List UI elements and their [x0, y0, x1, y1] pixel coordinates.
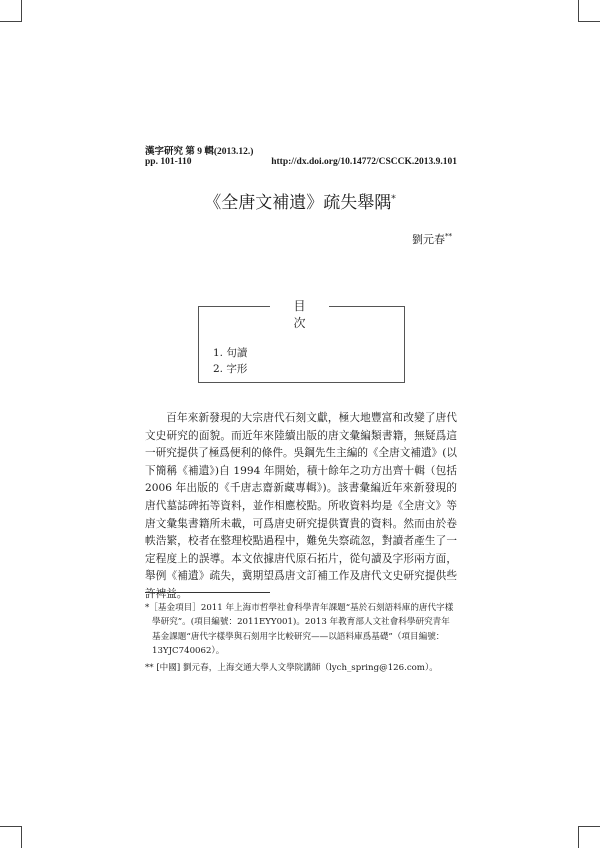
crop-mark-top-left: [0, 0, 22, 22]
page-range: pp. 101-110: [145, 157, 192, 167]
crop-mark-top-right: [578, 0, 600, 22]
author-name-text: 劉元春: [412, 233, 445, 246]
toc-item[interactable]: 1. 句讀: [213, 347, 248, 359]
crop-mark-bottom-right: [578, 826, 600, 848]
doi-link[interactable]: http://dx.doi.org/10.14772/CSCCK.2013.9.101: [271, 157, 457, 167]
abstract-paragraph: 百年來新發現的大宗唐代石刻文獻，極大地豐富和改變了唐代文史研究的面貌。而近年來陸續出版的唐文彙編類書籍，無疑爲這一研究提供了極爲便利的條件。吳鋼先生主編的《全唐文補遺》(以下簡稱《補遺》)自 1994 年開始，積十餘年之功方出齊十輯（包括 2006 年出版的《千唐志齋新藏專輯》)。該書彙編近年來新發現的唐代墓誌碑拓等資料，並作相應校點。所收資料均是《全唐文》等唐文彙集書籍所未載，可爲唐史研究提供寶貴的資料。然而由於卷帙浩繁，校者在整理校點過程中，難免失察疏忽，對讀者產生了一定程度上的誤導。本文依據唐代原石拓片，從句讀及字形兩方面，舉例《補遺》疏失，冀期望爲唐文訂補工作及唐代文史研究提供些許裨益。: [145, 412, 457, 600]
toc-heading: 目次: [293, 299, 318, 330]
paper-title-text: 《全唐文補遺》疏失舉隅: [204, 193, 392, 213]
paper-title: [0, 188, 600, 213]
title-footnote-mark: *: [391, 194, 396, 205]
footnote-funding: *［基金項目］2011 年上海市哲學社會科學青年課題“基於石刻語料庫的唐代字樣學研究”。(項目編號：2011EYY001)。2013 年教育部人文社會科學研究青年基金課題“唐代字樣學與石刻用字比較研究——以語料庫爲基礎”（項目編號：13YJC740062）。: [145, 603, 454, 656]
toc-item[interactable]: 2. 字形: [213, 363, 248, 375]
journal-header: 漢字研究 第 9 輯(2013.12.): [145, 147, 254, 157]
footnote-divider: [145, 592, 270, 593]
author-name: [412, 231, 452, 247]
author-footnote-mark: **: [445, 232, 452, 241]
footnotes: [145, 601, 457, 675]
toc-top-rule-left: [198, 306, 270, 307]
toc-top-rule-right: [329, 306, 405, 307]
footnote-author: ** [中國] 劉元春，上海交通大學人文學院講師（lych_spring@126.com）。: [145, 663, 438, 674]
toc-list: [213, 345, 247, 377]
crop-mark-bottom-left: [0, 826, 22, 848]
